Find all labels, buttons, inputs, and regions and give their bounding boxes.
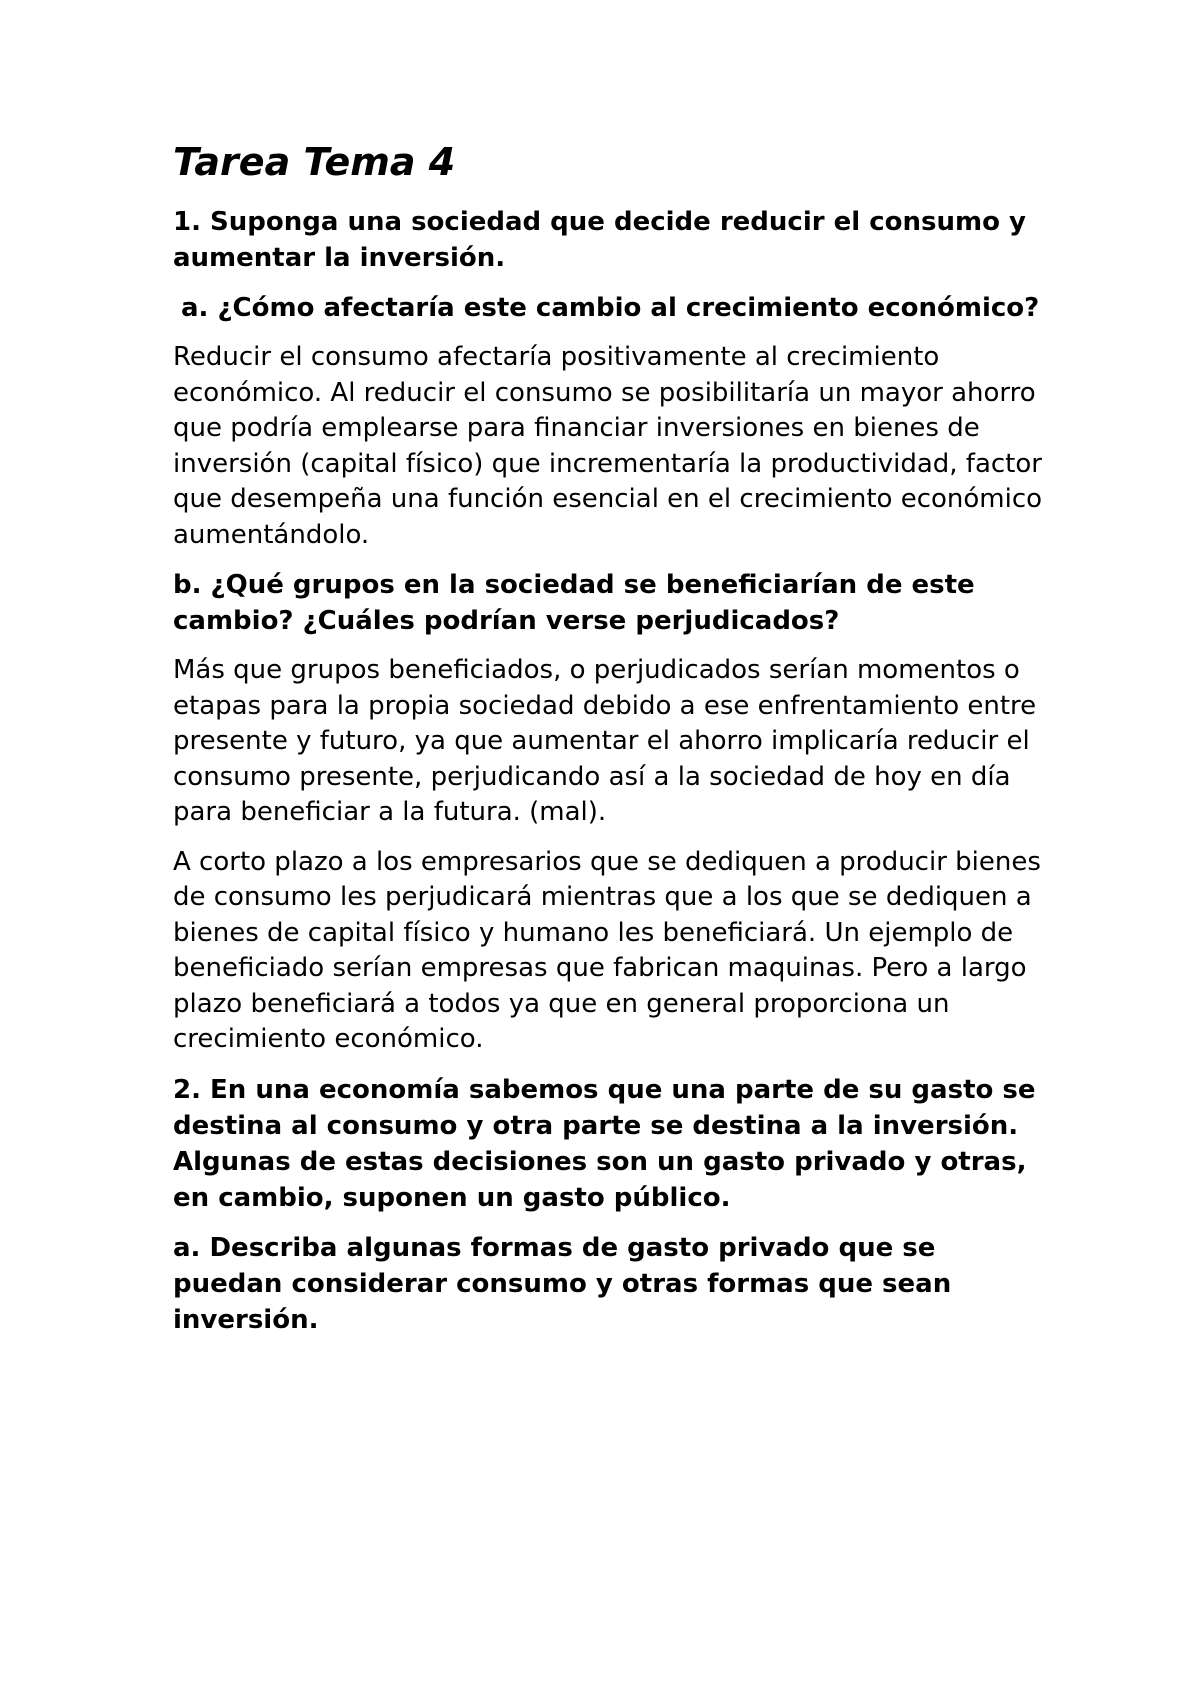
answer-1b-paragraph-1: Más que grupos beneficiados, o perjudicados serían momentos o etapas para la propia sociedad debido a ese enfrentamiento entre presente y futuro, ya que aumentar el ahorro implicaría reducir el consumo presente, perjudicando así a la sociedad de hoy en día para beneficiar a la futura. (mal). bbox=[173, 655, 1037, 827]
question-2: 2. En una economía sabemos que una parte de su gasto se destina al consumo y otra parte se destina a la inversión. Algunas de estas decisiones son un gasto privado y otras, en cambio, suponen un gasto público. bbox=[173, 1074, 1036, 1213]
answer-1b-paragraph-2: A corto plazo a los empresarios que se dediquen a producir bienes de consumo les perjudicará mientras que a los que se dediquen a bienes de capital físico y humano les beneficiará. Un ejemplo de beneficiado serían empresas que fabrican maquinas. Pero a largo plazo beneficiará a todos ya que en general proporciona un crecimiento económico. bbox=[173, 846, 1041, 1054]
question-2a: a. Describa algunas formas de gasto privado que se puedan considerar consumo y otras formas que sean inversión. bbox=[173, 1232, 952, 1335]
document-title: Tarea Tema 4 bbox=[173, 140, 456, 184]
question-1b: b. ¿Qué grupos en la sociedad se beneficiarían de este cambio? ¿Cuáles podrían verse perjudicados? bbox=[173, 570, 975, 636]
document-page bbox=[173, 138, 1053, 1352]
answer-1a: Reducir el consumo afectaría positivamente al crecimiento económico. Al reducir el consumo se posibilitaría un mayor ahorro que podría emplearse para financiar inversiones en bienes de inversión (capital físico) que incrementaría la productividad, factor que desempeña una función esencial en el crecimiento económico aumentándolo. bbox=[173, 342, 1043, 550]
question-1a: a. ¿Cómo afectaría este cambio al crecimiento económico? bbox=[181, 293, 1040, 323]
question-1: 1. Suponga una sociedad que decide reducir el consumo y aumentar la inversión. bbox=[173, 207, 1026, 273]
